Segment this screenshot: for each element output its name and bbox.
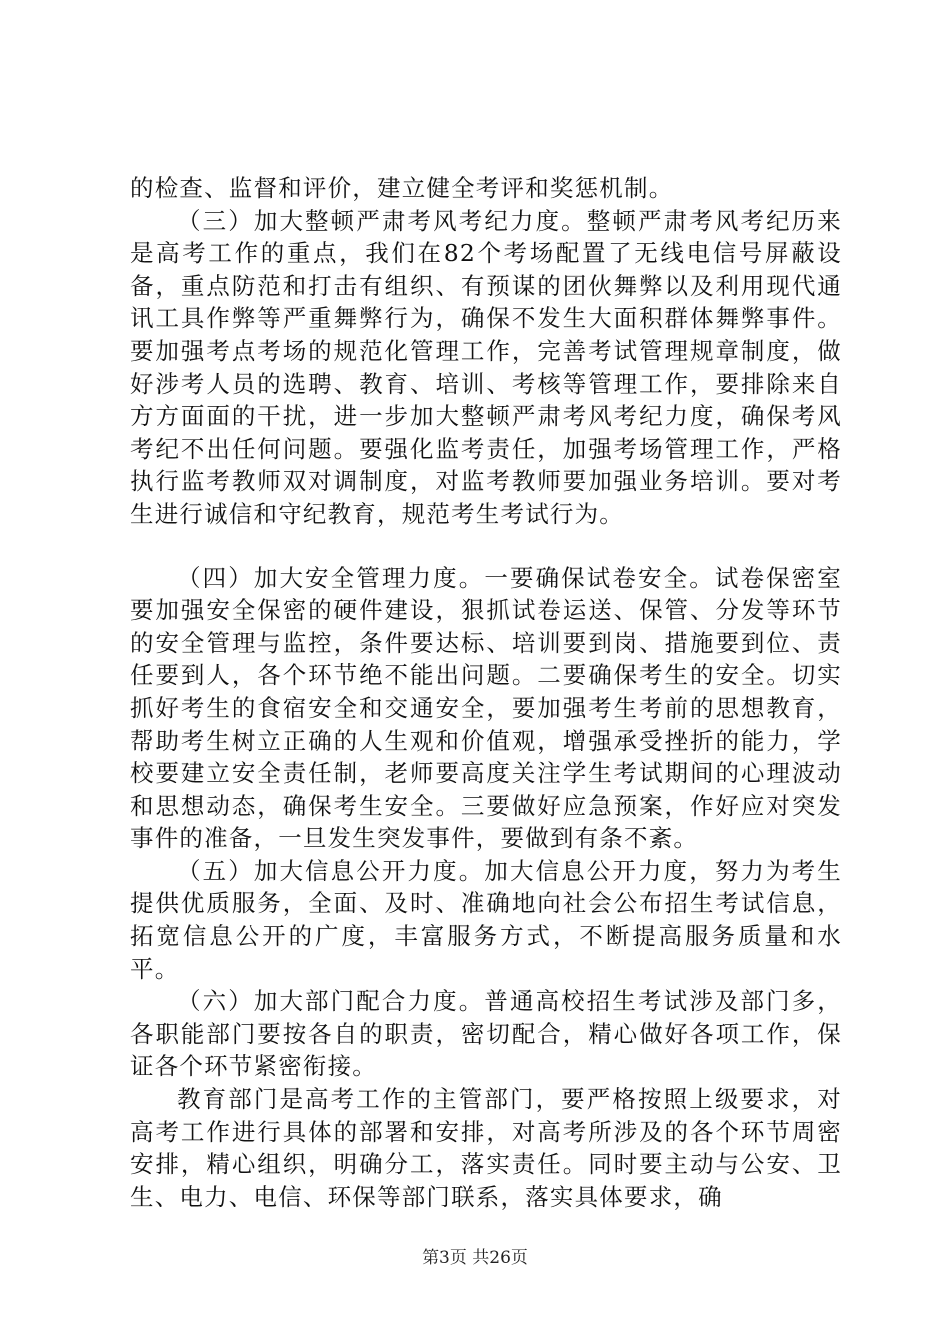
- page-number-footer: 第3页 共26页: [422, 1248, 528, 1268]
- document-body: [130, 172, 842, 1213]
- paragraph-section-five: （五）加大信息公开力度。加大信息公开力度，努力为考生提供优质服务，全面、及时、准确地向社会公布招生考试信息，拓宽信息公开的广度，丰富服务方式，不断提高服务质量和水平。: [130, 856, 842, 983]
- paragraph-section-three: （三）加大整顿严肃考风考纪力度。整顿严肃考风考纪历来是高考工作的重点，我们在82个考场配置了无线电信号屏蔽设备，重点防范和打击有组织、有预谋的团伙舞弊以及利用现代通讯工具作弊等严重舞弊行为，确保不发生大面积群体舞弊事件。要加强考点考场的规范化管理工作，完善考试管理规章制度，做好涉考人员的选聘、教育、培训、考核等管理工作，要排除来自方方面面的干扰，进一步加大整顿严肃考风考纪力度，确保考风考纪不出任何问题。要强化监考责任，加强考场管理工作，严格执行监考教师双对调制度，对监考教师要加强业务培训。要对考生进行诚信和守纪教育，规范考生考试行为。: [130, 206, 842, 528]
- paragraph-section-six: （六）加大部门配合力度。普通高校招生考试涉及部门多，各职能部门要按各自的职责，密切配合，精心做好各项工作，保证各个环节紧密衔接。: [130, 987, 842, 1081]
- paragraph-continuation: 的检查、监督和评价，建立健全考评和奖惩机制。: [130, 174, 674, 202]
- paragraph-education-department: 教育部门是高考工作的主管部门，要严格按照上级要求，对高考工作进行具体的部署和安排，对高考所涉及的各个环节周密安排，精心组织，明确分工，落实责任。同时要主动与公安、卫生、电力、电信、环保等部门联系，落实具体要求，确: [130, 1085, 842, 1211]
- paragraph-section-four: （四）加大安全管理力度。一要确保试卷安全。试卷保密室要加强安全保密的硬件建设，狠抓试卷运送、保管、分发等环节的安全管理与监控，条件要达标、培训要到岗、措施要到位、责任要到人，各个环节绝不能出问题。二要确保考生的安全。切实抓好考生的食宿安全和交通安全，要加强考生考前的思想教育，帮助考生树立正确的人生观和价值观，增强承受挫折的能力，学校要建立安全责任制，老师要高度关注学生考试期间的心理波动和思想动态，确保考生安全。三要做好应急预案，作好应对突发事件的准备，一旦发生突发事件，要做到有条不紊。: [130, 563, 842, 853]
